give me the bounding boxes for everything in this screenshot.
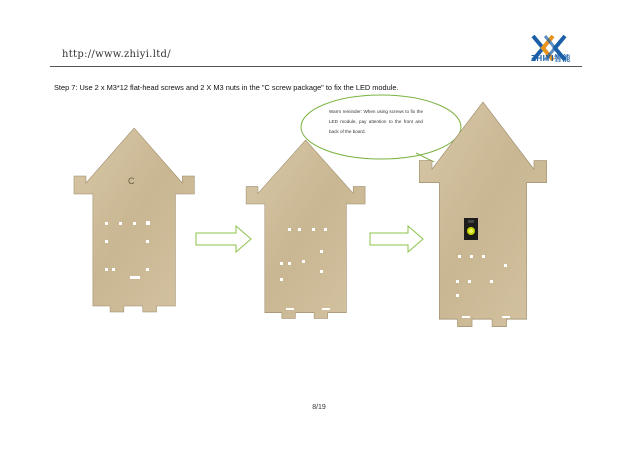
arrow-2 xyxy=(370,226,423,252)
header-url: http://www.zhiyi.ltd/ xyxy=(62,49,171,60)
board-before xyxy=(74,128,194,318)
board-middle xyxy=(246,140,365,318)
logo-text: ZHIYI智能 xyxy=(531,54,571,63)
board-after xyxy=(419,102,546,326)
callout-text: Warm reminder: When using screws to fix the LED module, pay attention to the front and back of the board. xyxy=(329,109,423,134)
board-letter: C xyxy=(128,176,135,186)
arrow-1 xyxy=(196,226,251,252)
led-module xyxy=(464,218,478,240)
step-instruction: Step 7: Use 2 x M3*12 flat-head screws and 2 X M3 nuts in the "C screw package" to fix the LED module. xyxy=(54,83,399,92)
page-number: 8/19 xyxy=(312,404,326,411)
